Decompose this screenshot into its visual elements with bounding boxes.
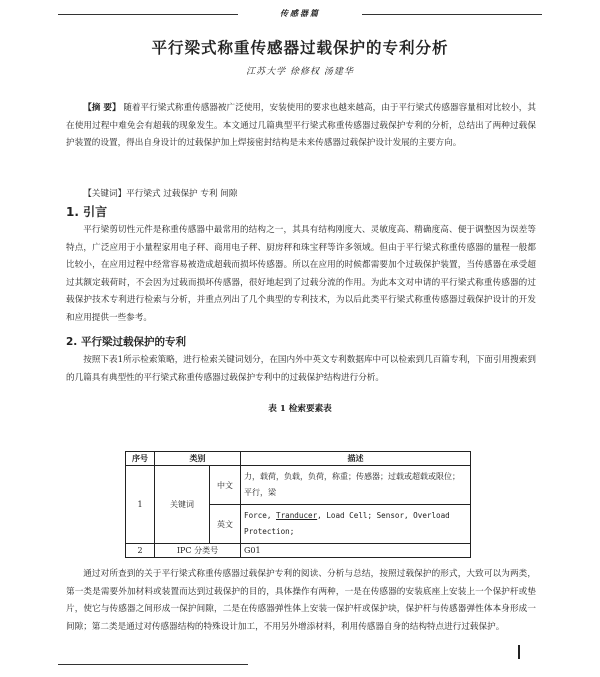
cell-row2-no: 2 bbox=[126, 544, 155, 558]
abstract bbox=[66, 100, 536, 153]
section-1-text: 平行梁剪切性元件是称重传感器中最常用的结构之一，其具有结构刚度大、灵敏度高、精确度高、便于调整因为误差等特点，广泛应用于小量程家用电子秤、商用电子秤、厨房秤和珠宝秤等许多领域。但由于平行梁式称重传感器的量程一般都比较小，在应用过程中经常容易被造成超载而损坏传感器。所以在应用的时候都需要加个过载保护装置，当传感器在承受超过其额定载荷时，不会因为过载而损坏传感器，很好地起到了过载分流的作用。为此本文对申请的平行梁式称重传感器的过载保护技术专利进行检索与分析，并重点列出了几个典型的专利技术，为以后此类平行梁式称重传感器过载保护设计的开发和应用提供一些参考。 bbox=[66, 225, 536, 323]
cell-cn-label: 中文 bbox=[210, 466, 241, 505]
section-2-heading: 2. 平行梁过载保护的专利 bbox=[66, 336, 186, 348]
page-edge-mark bbox=[518, 645, 520, 659]
closing-text: 通过对所查到的关于平行梁式称重传感器过载保护专利的阅读、分析与总结，按照过载保护的形式，大致可以为两类，第一类是需要外加材料或装置而达到过载保护的目的，具体操作有两种，一是在传感器的安装底座上安装上一个保护杆或垫片，使它与传感器之间形成一保护间隙，二是在传感器弹性体上安装一保护杆或保护块，保护杆与传感器弹性体本身形成一间隙；第二类是通过对传感器结构的特殊设计加工，不用另外增添材料，利用传感器自身的结构特点进行过载保护。 bbox=[66, 569, 536, 632]
table-caption: 表 1 检索要素表 bbox=[268, 404, 332, 414]
en-desc-part3: , Load Cell; Sensor, Overload Protection; bbox=[244, 511, 450, 536]
cell-row1-no: 1 bbox=[126, 466, 155, 544]
th-no: 序号 bbox=[126, 452, 155, 466]
keywords bbox=[66, 186, 536, 204]
footer-rule bbox=[58, 664, 248, 665]
paper-title: 平行梁式称重传感器过载保护的专利分析 bbox=[151, 38, 449, 57]
th-category: 类别 bbox=[155, 452, 241, 466]
table-header-row bbox=[126, 452, 471, 466]
section-2-text: 按照下表1所示检索策略，进行检索关键词划分，在国内外中英文专利数据库中可以检索到几百篇专利，下面引用搜索到的几篇具有典型性的平行梁式称重传感器过载保护专利中的过载保护结构进行分析。 bbox=[66, 355, 536, 383]
cell-row1-category: 关键词 bbox=[155, 466, 210, 544]
cell-cn-desc: 力，载荷，负载，负荷，称重；传感器；过载或超载或限位；平行，梁 bbox=[241, 466, 471, 505]
table-row bbox=[126, 466, 471, 505]
abstract-label: 【摘 要】 bbox=[83, 103, 121, 113]
th-description: 描述 bbox=[241, 452, 471, 466]
section-1-body bbox=[66, 222, 536, 328]
paper-authors: 江苏大学 徐修权 汤建华 bbox=[246, 67, 354, 77]
cell-en-desc bbox=[241, 505, 471, 544]
section-2-body bbox=[66, 352, 536, 387]
closing-paragraph bbox=[66, 566, 536, 636]
cell-row2-desc: G01 bbox=[241, 544, 471, 558]
keywords-text: 平行梁式 过载保护 专利 间隙 bbox=[126, 189, 238, 199]
cell-row2-category: IPC 分类号 bbox=[155, 544, 241, 558]
en-desc-misspelt-word: Tranducer bbox=[276, 511, 318, 520]
journal-section-tag: 传感器篇 bbox=[280, 8, 320, 18]
section-1-heading: 1. 引言 bbox=[66, 205, 108, 219]
search-elements-table bbox=[125, 451, 471, 558]
abstract-text: 随着平行梁式称重传感器被广泛使用，安装使用的要求也越来越高，由于平行梁式传感器容量相对比较小，其在使用过程中难免会有超载的现象发生。本文通过几篇典型平行梁式称重传感器过载保护专利的分析，总结出了两种过载保护装置的设置，得出自身设计的过载保护加上焊接密封结构是未来传感器过载保护设计发展的主要方向。 bbox=[66, 103, 536, 149]
table-row bbox=[126, 544, 471, 558]
en-desc-part1: Force, bbox=[244, 511, 277, 520]
cell-en-label: 英文 bbox=[210, 505, 241, 544]
keywords-label: 【关键词】 bbox=[83, 189, 127, 199]
